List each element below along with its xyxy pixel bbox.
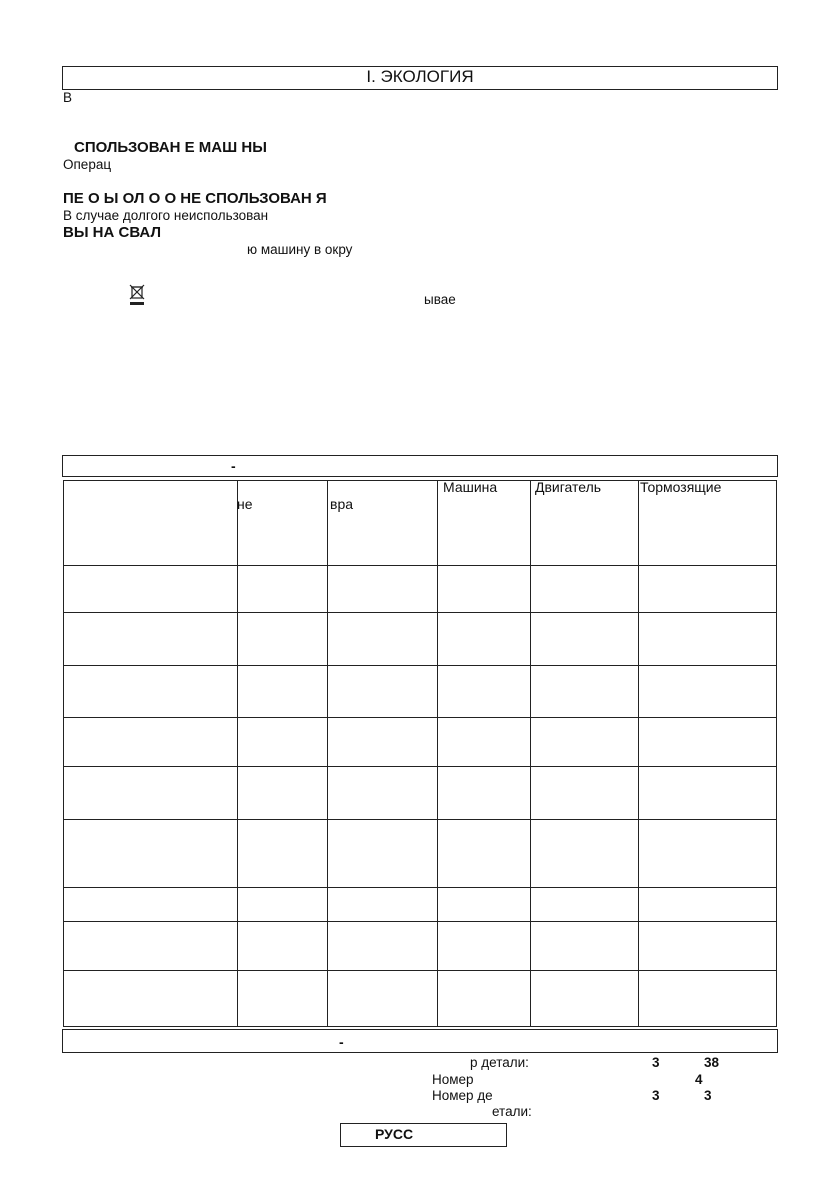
table-row-divider <box>63 921 777 922</box>
footer-value-3b: 3 <box>704 1088 712 1103</box>
intro-text: В <box>63 90 73 105</box>
table-row-divider <box>63 970 777 971</box>
footer-value-3a: 3 <box>652 1088 660 1103</box>
table-row-divider <box>63 612 777 613</box>
table-col-header: Тормозящие <box>640 479 722 495</box>
footer-value-1b: 38 <box>704 1055 720 1070</box>
table-header-bar <box>62 455 778 477</box>
page-title: I. ЭКОЛОГИЯ <box>366 67 474 86</box>
crossed-bin-icon <box>128 284 146 306</box>
footer-value-2b: 4 <box>695 1072 703 1087</box>
language-tab <box>340 1123 507 1147</box>
table-row-divider <box>63 766 777 767</box>
footer-label-4: етали: <box>492 1104 532 1119</box>
footer-label-2: Номер <box>432 1072 474 1087</box>
footer-value-1a: 3 <box>652 1055 660 1070</box>
text-disposal: ю машину в окру <box>247 242 353 257</box>
footer-label-3: Номер де <box>432 1088 493 1103</box>
table-col-header: Машина <box>443 479 498 495</box>
footer-bar <box>62 1029 778 1053</box>
table-col-header: не <box>237 496 253 512</box>
table-col-divider <box>530 480 531 1027</box>
table-row-divider <box>63 565 777 566</box>
table-frame <box>63 480 777 1027</box>
table-col-divider <box>327 480 328 1027</box>
text-storage: В случае долгого неиспользован <box>63 208 269 223</box>
table-row-divider <box>63 717 777 718</box>
table-col-header: вра <box>330 496 354 512</box>
text-use: Операц <box>63 157 112 172</box>
table-row-divider <box>63 887 777 888</box>
table-row-divider <box>63 665 777 666</box>
heading-storage: ПЕ О Ы ОЛ О О НЕ СПОЛЬЗОВАН Я <box>63 190 327 207</box>
section-title-box <box>62 66 778 90</box>
table-col-divider <box>437 480 438 1027</box>
language-tab-label: РУСС <box>375 1126 414 1142</box>
heading-disposal: ВЫ НА СВАЛ <box>63 224 161 241</box>
footer-label-1: р детали: <box>470 1055 529 1070</box>
table-col-divider <box>638 480 639 1027</box>
table-col-divider <box>237 480 238 1027</box>
bin-note-text: ывае <box>424 292 456 307</box>
heading-use: СПОЛЬЗОВАН Е МАШ НЫ <box>74 139 267 156</box>
table-col-header: Двигатель <box>535 479 602 495</box>
table-header-mark: - <box>231 458 236 474</box>
footer-bar-mark: - <box>339 1034 344 1050</box>
table-row-divider <box>63 819 777 820</box>
